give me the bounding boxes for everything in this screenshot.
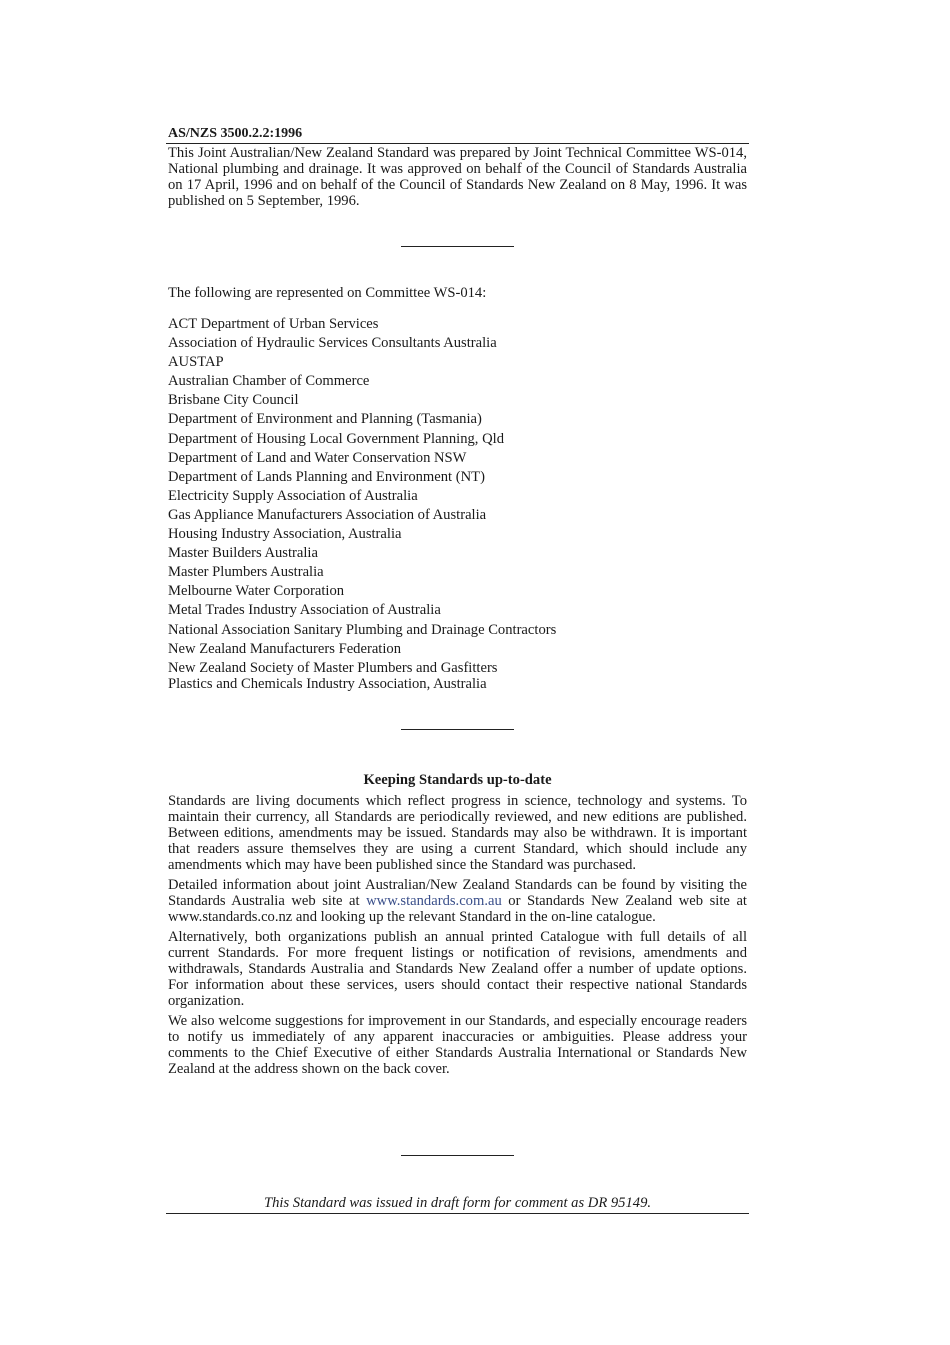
list-item: Housing Industry Association, Australia (168, 526, 402, 543)
list-item: Metal Trades Industry Association of Australia (168, 602, 441, 619)
list-item: ACT Department of Urban Services (168, 316, 379, 332)
list-item: New Zealand Manufacturers Federation (168, 640, 401, 657)
section-divider (401, 729, 514, 730)
keeping-paragraph-1: Standards are living documents which reflect progress in science, technology and systems. To maintain their currency, all Standards are periodically reviewed, and new editions are published. Between editions, amendments may be issued. Standards may also be withdrawn. It is important that readers assure themselves they are using a current Standard, which should include any amendments which may have been published since the Standard was purchased. (168, 793, 747, 873)
paragraph-text: or Standards New Zealand web site at www.standards.co.nz and looking up the relevant Standard in the on-line catalogue. (168, 893, 747, 925)
list-item: Electricity Supply Association of Australia (168, 487, 418, 504)
keeping-paragraph-2 (168, 877, 747, 925)
keeping-standards-body (168, 793, 747, 1081)
standard-identifier: AS/NZS 3500.2.2:1996 (168, 126, 303, 141)
intro-paragraph: This Joint Australian/New Zealand Standard was prepared by Joint Technical Committee WS-014, National plumbing and drainage. It was approved on behalf of the Council of Standards Australia on 17 April, 1996 and on behalf of the Council of Standards New Zealand on 8 May, 1996. It was published on 5 September, 1996. (168, 145, 747, 209)
list-item: AUSTAP (168, 354, 224, 371)
list-item: Melbourne Water Corporation (168, 583, 345, 600)
list-item: Department of Environment and Planning (Tasmania) (168, 411, 482, 428)
list-item: Brisbane City Council (168, 392, 299, 409)
list-item: Plastics and Chemicals Industry Association, Australia (168, 675, 487, 692)
list-item: Department of Housing Local Government Planning, Qld (168, 430, 504, 447)
keeping-paragraph-4: We also welcome suggestions for improvement in our Standards, and especially encourage readers to notify us immediately of any apparent inaccuracies or ambiguities. Please address your comments to the Chief Executive of either Standards Australia International or Standards New Zealand at the address shown on the back cover. (168, 1013, 747, 1077)
list-item: Department of Lands Planning and Environment (NT) (168, 468, 485, 485)
list-item: Australian Chamber of Commerce (168, 373, 370, 390)
list-item: Gas Appliance Manufacturers Association of Australia (168, 506, 487, 523)
draft-note: This Standard was issued in draft form for comment as DR 95149. (263, 1195, 652, 1211)
standards-australia-link[interactable]: www.standards.com.au (366, 893, 502, 909)
list-item: Master Plumbers Australia (168, 564, 324, 581)
keeping-paragraph-3: Alternatively, both organizations publish an annual printed Catalogue with full details of all current Standards. For more frequent listings or notification of revisions, amendments and withdrawals, Standards Australia and Standards New Zealand offer a number of update options. For information about these services, users should contact their respective national Standards organization. (168, 929, 747, 1009)
list-item: Master Builders Australia (168, 545, 318, 562)
committee-label: The following are represented on Committee WS-014: (168, 285, 487, 301)
section-divider (401, 1155, 514, 1156)
keeping-standards-heading: Keeping Standards up-to-date (363, 772, 552, 788)
footer-rule (166, 1213, 749, 1214)
committee-member-list (168, 315, 556, 694)
list-item: National Association Sanitary Plumbing and Drainage Contractors (168, 621, 557, 638)
list-item: Department of Land and Water Conservation NSW (168, 449, 467, 466)
header-rule (166, 143, 749, 144)
section-divider (401, 246, 514, 247)
list-item: Association of Hydraulic Services Consultants Australia (168, 335, 497, 352)
paragraph-text: Detailed information about joint Australian/New Zealand Standards can be found by visiting the Standards Australia web site at (168, 877, 747, 909)
list-item: New Zealand Society of Master Plumbers and Gasfitters (168, 659, 498, 676)
